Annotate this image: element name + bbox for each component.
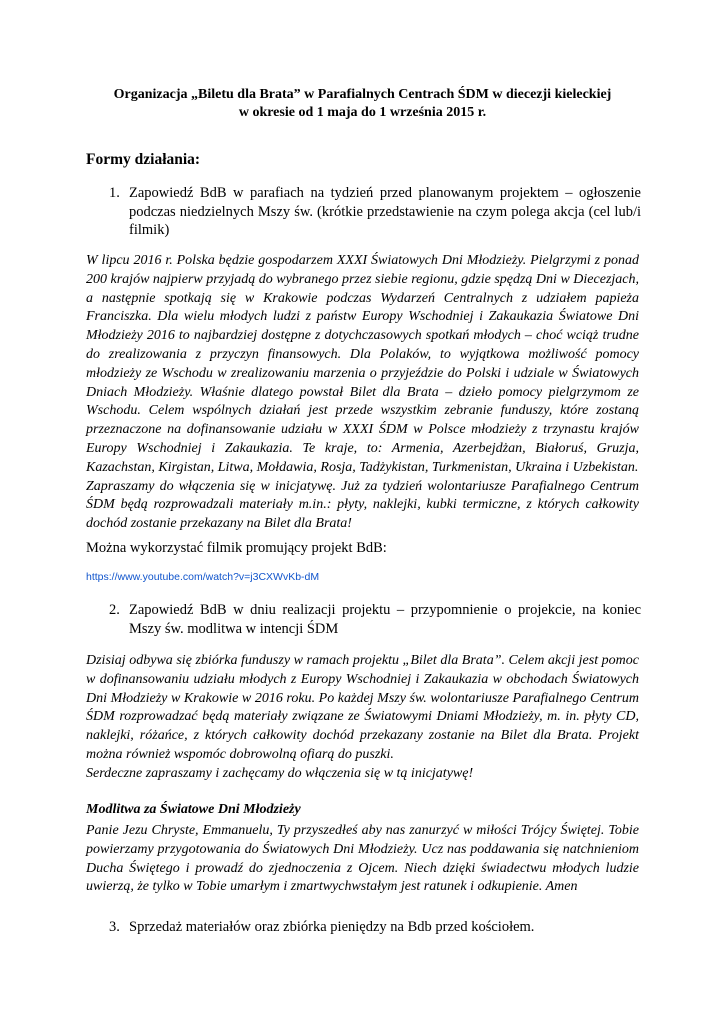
list-item-1 <box>109 184 641 240</box>
section-heading: Formy działania: <box>86 151 201 168</box>
video-link[interactable]: https://www.youtube.com/watch?v=j3CXWvKb-dM <box>86 571 320 583</box>
announcement-paragraph: Zapraszamy do włączenia się w inicjatywę. Już za tydzień wolontariusze Parafialnego Centrum ŚDM będą rozprowadzali materiały m.in.: płyty, naklejki, kubki termiczne, z których całkowity dochód zostanie przekazany na Bilet dla Brata! <box>86 478 639 532</box>
announcement-block-2 <box>86 652 639 784</box>
list-item-number: 3. <box>109 919 120 935</box>
list-item-text: Zapowiedź BdB w parafiach na tydzień przed planowanym projektem – ogłoszenie podczas niedzielnych Mszy św. (krótkie przedstawienie na czym polega akcja (cel lub/i filmik) <box>129 185 641 238</box>
announcement-paragraph: W lipcu 2016 r. Polska będzie gospodarzem XXXI Światowych Dni Młodzieży. Pielgrzymi z ponad 200 krajów najpierw przyjadą do wybranego przez siebie regionu, gdzie spędzą Dni w Diecezjach, a następnie spotkają się w Krakowie podczas Wydarzeń Centralnych z udziałem papieża Franciszka. Dla wielu młodych ludzi z państw Europy Wschodniej i Zakaukazia Światowe Dni Młodzieży 2016 to najbardziej dostępne z dotychczasowych spotkań młodych – choć wciąż trudne do zrealizowania z przyczyn finansowych. Dla Polaków, to wyjątkowa możliwość pomocy młodzieży ze Wschodu w zrealizowaniu marzenia o przyjeździe do Polski i udziale w Światowych Dniach Młodzieży. Właśnie dlatego powstał Bilet dla Brata – dzieło pomocy pielgrzymom ze Wschodu. Celem wspólnych działań jest przede wszystkim zebranie funduszy, które zostaną przeznaczone na dofinansowanie udziału w XXXI ŚDM w Polsce młodzieży z trzynastu krajów Europy Wschodniej i Zakaukazia. Te kraje, to: Armenia, Azerbejdżan, Białoruś, Gruzja, Kazachstan, Kirgistan, Litwa, Mołdawia, Rosja, Tadżykistan, Turkmenistan, Ukraina i Uzbekistan. <box>86 253 639 475</box>
title-line-1: Organizacja „Biletu dla Brata” w Parafialnych Centrach ŚDM w diecezji kieleckiej <box>113 87 612 102</box>
document-title <box>60 86 665 122</box>
list-item-2 <box>109 601 641 638</box>
list-item-text: Zapowiedź BdB w dniu realizacji projektu – przypomnienie o projekcie, na koniec Mszy św. modlitwa w intencji ŚDM <box>129 602 641 637</box>
list-item-number: 2. <box>109 602 120 618</box>
prayer-text-block <box>86 822 639 897</box>
prayer-title: Modlitwa za Światowe Dni Młodzieży <box>86 802 301 817</box>
announcement-paragraph: Serdeczne zapraszamy i zachęcamy do włączenia się w tą inicjatywę! <box>86 765 474 781</box>
announcement-paragraph: Dzisiaj odbywa się zbiórka funduszy w ramach projektu „Bilet dla Brata”. Celem akcji jest pomoc w dofinansowaniu udziału młodych z Europy Wschodniej i Zakaukazia w obchodach Światowych Dni Młodzieży w Krakowie w 2016 roku. Po każdej Mszy św. wolontariusze Parafialnego Centrum ŚDM rozprowadzać będą materiały związane ze Światowymi Dniami Młodzieży, m. in. płyty CD, naklejki, różańce, z których całkowity dochód przekazany zostanie na Bilet dla Brata. Projekt można również wspomóc dobrowolną ofiarą do puszki. <box>86 653 639 762</box>
announcement-block-1 <box>86 252 639 534</box>
prayer-text: Panie Jezu Chryste, Emmanuelu, Ty przyszedłeś aby nas zanurzyć w miłości Trójcy Świętej. Tobie powierzamy przygotowania do Światowych Dni Młodzieży. Ucz nas poddawania się natchnieniom Ducha Świętego i prowadź do zjednoczenia z Ojcem. Niech dzięki świadectwu młodych ludzie uwierzą, że tylko w Tobie umarłym i zmartwychwstałym jest ratunek i odkupienie. Amen <box>86 823 639 895</box>
list-item-number: 1. <box>109 185 120 201</box>
list-item-text: Sprzedaż materiałów oraz zbiórka pieniędzy na Bdb przed kościołem. <box>129 919 535 935</box>
title-line-2: w okresie od 1 maja do 1 września 2015 r. <box>238 105 487 120</box>
video-info-text: Można wykorzystać filmik promujący projekt BdB: <box>86 540 387 556</box>
list-item-3 <box>109 918 641 937</box>
